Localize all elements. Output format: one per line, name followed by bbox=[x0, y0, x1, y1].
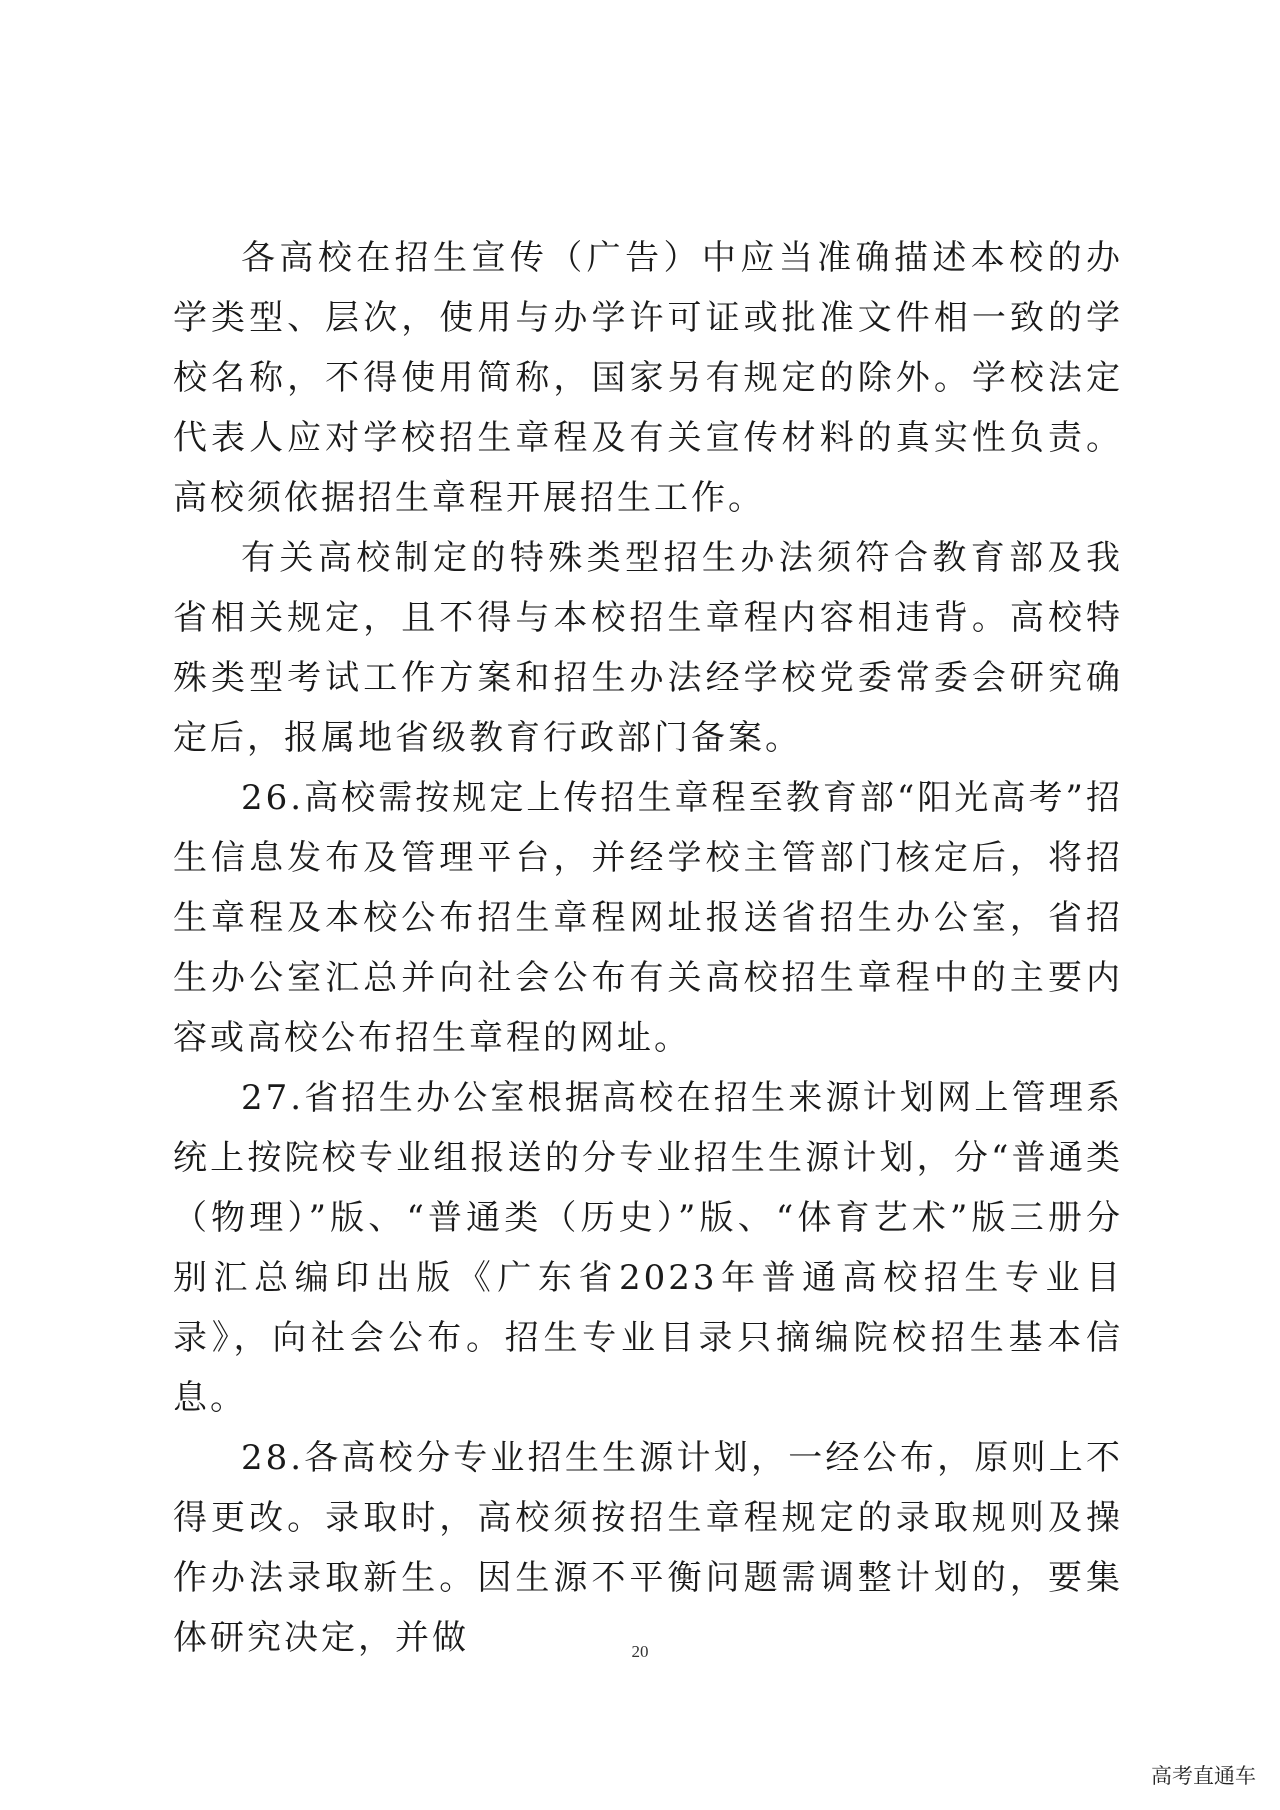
page-number: 20 bbox=[631, 1642, 649, 1661]
watermark-label: 高考直通车 bbox=[1145, 1758, 1262, 1792]
paragraph-publicity: 各高校在招生宣传（广告）中应当准确描述本校的办学类型、层次，使用与办学许可证或批准文件相一致的学校名称，不得使用简称，国家另有规定的除外。学校法定代表人应对学校招生章程及有关宣传材料的真实性负责。高校须依据招生章程开展招生工作。 bbox=[173, 238, 1123, 518]
paragraph-item-28: 28.各高校分专业招生生源计划，一经公布，原则上不得更改。录取时，高校须按招生章程规定的录取规则及操作办法录取新生。因生源不平衡问题需调整计划的，要集体研究决定，并做 bbox=[173, 1438, 1123, 1658]
document-body bbox=[173, 228, 1123, 1668]
paragraph-item-27: 27.省招生办公室根据高校在招生来源计划网上管理系统上按院校专业组报送的分专业招生生源计划，分“普通类（物理）”版、“普通类（历史）”版、“体育艺术”版三册分别汇总编印出版《广东省2023年普通高校招生专业目录》，向社会公布。招生专业目录只摘编院校招生基本信息。 bbox=[173, 1078, 1123, 1418]
paragraph-item-26: 26.高校需按规定上传招生章程至教育部“阳光高考”招生信息发布及管理平台，并经学校主管部门核定后，将招生章程及本校公布招生章程网址报送省招生办公室，省招生办公室汇总并向社会公布有关高校招生章程中的主要内容或高校公布招生章程的网址。 bbox=[173, 778, 1123, 1058]
paragraph-special-admission: 有关高校制定的特殊类型招生办法须符合教育部及我省相关规定，且不得与本校招生章程内容相违背。高校特殊类型考试工作方案和招生办法经学校党委常委会研究确定后，报属地省级教育行政部门备案。 bbox=[173, 538, 1123, 758]
